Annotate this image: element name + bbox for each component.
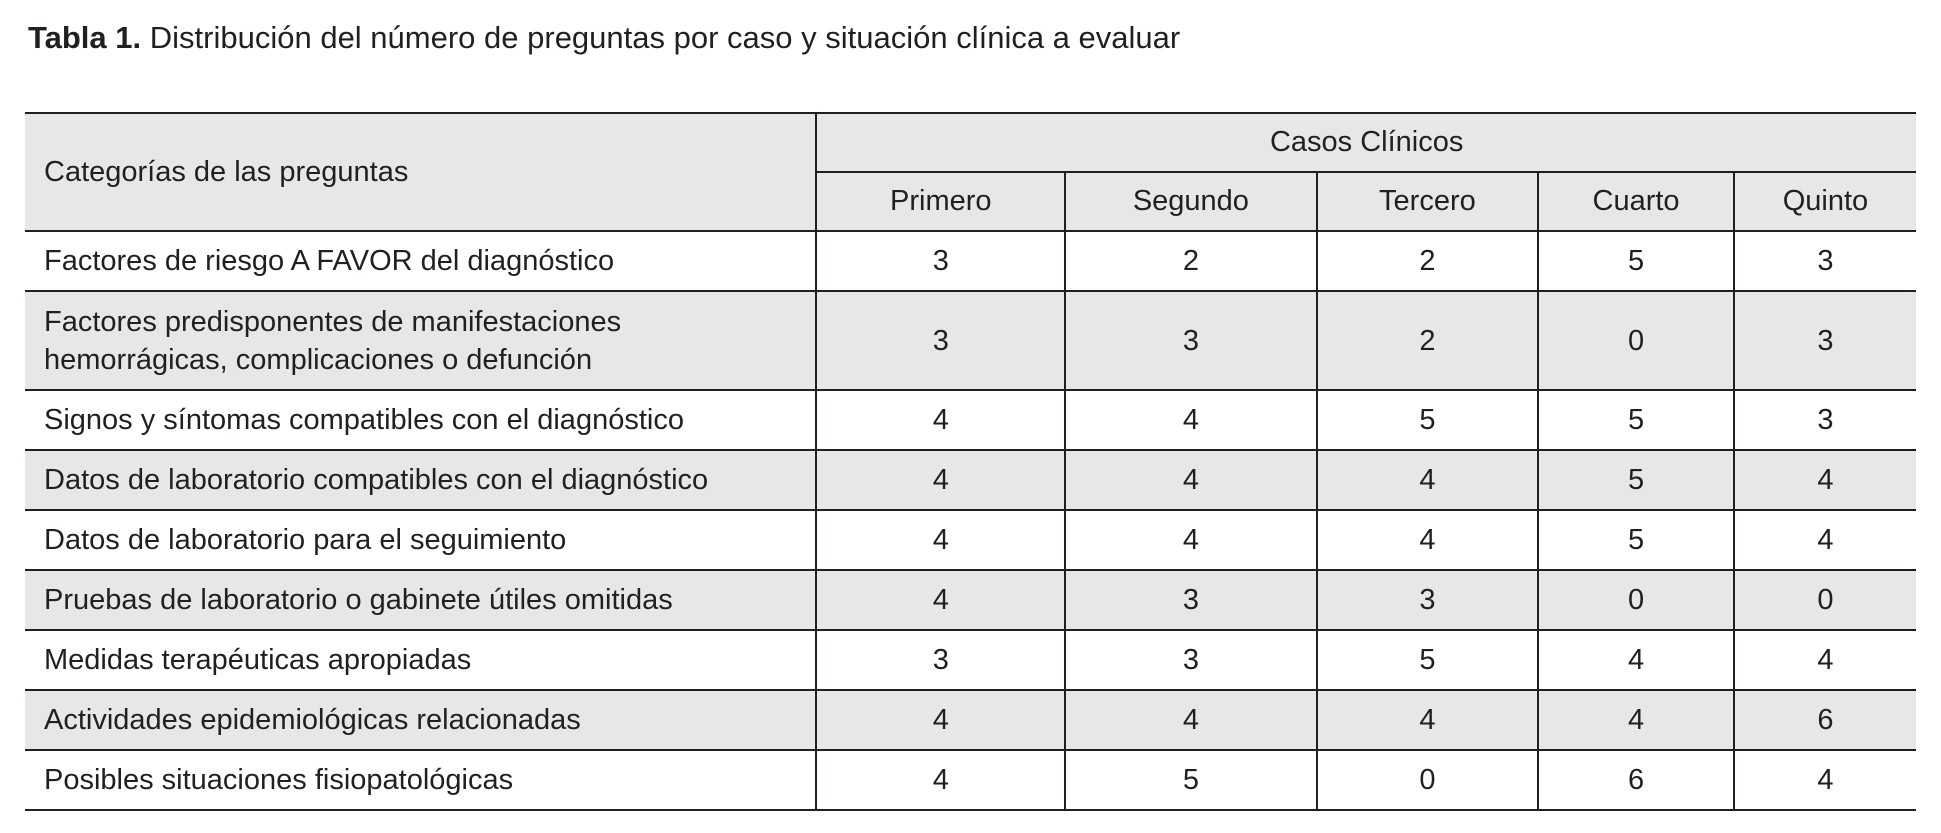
value-cell: 4 [816, 570, 1065, 630]
value-cell: 4 [1734, 450, 1916, 510]
value-cell: 3 [1065, 630, 1316, 690]
row-header-cell: Categorías de las preguntas [25, 113, 816, 231]
table-row [25, 750, 1916, 810]
value-cell: 5 [1317, 390, 1539, 450]
value-cell: 3 [1065, 291, 1316, 390]
table-row [25, 570, 1916, 630]
column-header: Segundo [1065, 172, 1316, 231]
table-caption [28, 18, 1180, 58]
value-cell: 5 [1538, 510, 1734, 570]
value-cell: 5 [1065, 750, 1316, 810]
value-cell: 4 [816, 450, 1065, 510]
value-cell: 4 [816, 390, 1065, 450]
caption-text: Distribución del número de preguntas por caso y situación clínica a evaluar [149, 20, 1181, 55]
table-row [25, 231, 1916, 291]
value-cell: 2 [1317, 231, 1539, 291]
row-label: Posibles situaciones fisiopatológicas [25, 750, 816, 810]
value-cell: 3 [1734, 231, 1916, 291]
value-cell: 6 [1538, 750, 1734, 810]
value-cell: 3 [1734, 390, 1916, 450]
value-cell: 3 [816, 630, 1065, 690]
row-label: Factores predisponentes de manifestaciones hemorrágicas, complicaciones o defunción [25, 291, 816, 390]
value-cell: 2 [1317, 291, 1539, 390]
value-cell: 5 [1538, 450, 1734, 510]
value-cell: 4 [1734, 750, 1916, 810]
column-header: Cuarto [1538, 172, 1734, 231]
value-cell: 4 [1538, 630, 1734, 690]
row-label: Datos de laboratorio para el seguimiento [25, 510, 816, 570]
value-cell: 4 [1317, 510, 1539, 570]
value-cell: 4 [1065, 690, 1316, 750]
row-label: Factores de riesgo A FAVOR del diagnóstico [25, 231, 816, 291]
value-cell: 4 [816, 750, 1065, 810]
column-header: Tercero [1317, 172, 1539, 231]
value-cell: 2 [1065, 231, 1316, 291]
value-cell: 5 [1538, 390, 1734, 450]
value-cell: 3 [1317, 570, 1539, 630]
value-cell: 3 [816, 231, 1065, 291]
value-cell: 3 [1734, 291, 1916, 390]
questions-table [25, 112, 1916, 811]
column-header: Quinto [1734, 172, 1916, 231]
table-row [25, 450, 1916, 510]
value-cell: 0 [1317, 750, 1539, 810]
value-cell: 4 [1317, 450, 1539, 510]
value-cell: 4 [816, 510, 1065, 570]
value-cell: 3 [816, 291, 1065, 390]
header-row-group [25, 113, 1916, 172]
row-label: Signos y síntomas compatibles con el diagnóstico [25, 390, 816, 450]
row-label: Actividades epidemiológicas relacionadas [25, 690, 816, 750]
value-cell: 4 [1065, 390, 1316, 450]
value-cell: 4 [1317, 690, 1539, 750]
value-cell: 6 [1734, 690, 1916, 750]
value-cell: 5 [1317, 630, 1539, 690]
table-row [25, 291, 1916, 390]
row-label: Datos de laboratorio compatibles con el diagnóstico [25, 450, 816, 510]
value-cell: 0 [1734, 570, 1916, 630]
value-cell: 5 [1538, 231, 1734, 291]
column-header: Primero [816, 172, 1065, 231]
row-label: Pruebas de laboratorio o gabinete útiles omitidas [25, 570, 816, 630]
value-cell: 4 [1065, 510, 1316, 570]
value-cell: 4 [1734, 510, 1916, 570]
value-cell: 0 [1538, 570, 1734, 630]
table-row [25, 510, 1916, 570]
table-body [25, 231, 1916, 810]
value-cell: 4 [1065, 450, 1316, 510]
table-row [25, 630, 1916, 690]
table-row [25, 390, 1916, 450]
table-row [25, 690, 1916, 750]
value-cell: 0 [1538, 291, 1734, 390]
value-cell: 4 [1538, 690, 1734, 750]
value-cell: 3 [1065, 570, 1316, 630]
row-label: Medidas terapéuticas apropiadas [25, 630, 816, 690]
caption-label: Tabla 1. [28, 20, 142, 55]
value-cell: 4 [816, 690, 1065, 750]
group-header-cell: Casos Clínicos [816, 113, 1916, 172]
value-cell: 4 [1734, 630, 1916, 690]
